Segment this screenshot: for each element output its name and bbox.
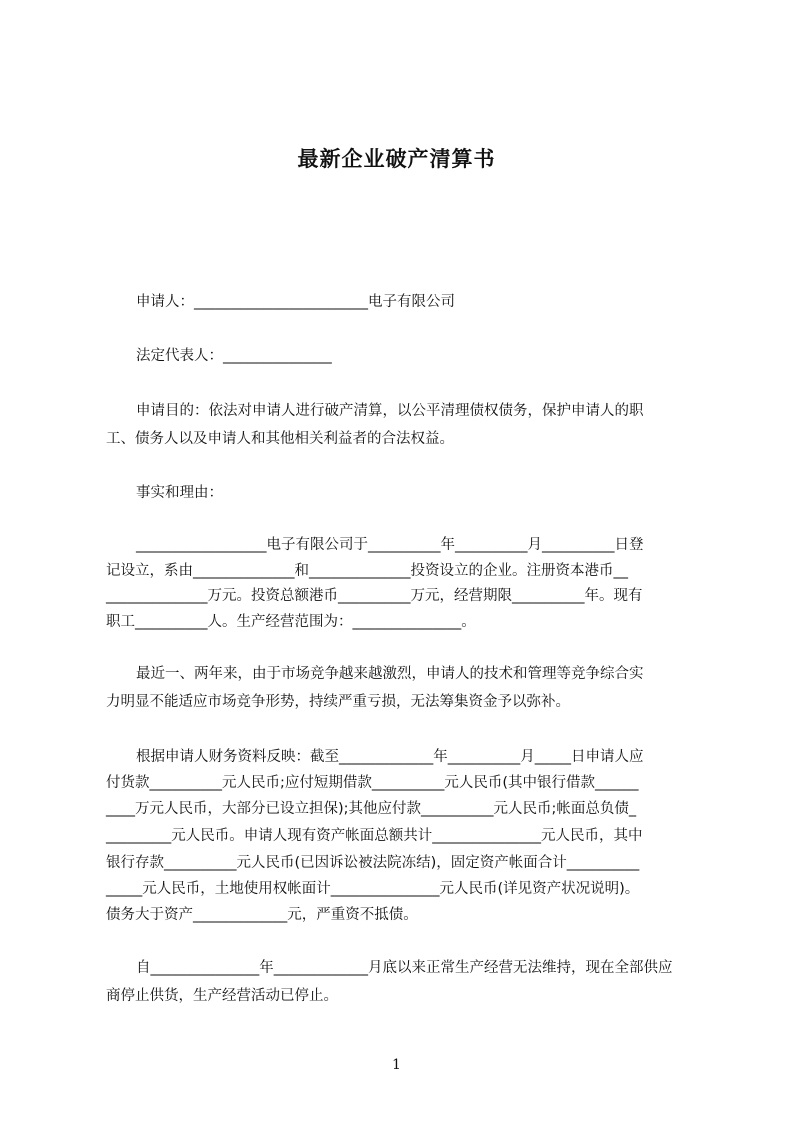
purpose-line-1: 申请目的：依法对申请人进行破产清算，以公平清理债权债务，保护申请人的职	[136, 403, 644, 419]
applicant-line: 申请人：________________________电子有限公司	[136, 294, 455, 310]
para3-line-7: 债务大于资产_____________元，严重资不抵债。	[106, 907, 418, 923]
purpose-line-2: 工、债务人以及申请人和其他相关利益者的合法权益。	[106, 431, 454, 447]
page-number: 1	[392, 1057, 401, 1073]
facts-heading: 事实和理由：	[136, 485, 223, 501]
legal-representative-line: 法定代表人：_______________	[136, 348, 332, 364]
para3-line-6: _____元人民币，土地使用权帐面计_______________元人民币(详见资产状况说明)。	[106, 881, 640, 897]
para1-line-1: __________________电子有限公司于__________年__________月__________日登	[136, 537, 644, 553]
para4-line-1: 自_______________年_____________月底以来正常生产经营无法维持，现在全部供应	[136, 960, 673, 976]
para3-line-4: _________元人民币。申请人现有资产帐面总额共计_______________元人民币，其中	[106, 828, 643, 844]
para2-line-2: 力明显不能适应市场竞争形势，持续严重亏损，无法筹集资金予以弥补。	[106, 694, 570, 710]
para4-line-2: 商停止供货，生产经营活动已停止。	[106, 988, 338, 1004]
para3-line-3: ____万元人民币，大部分已设立担保);其他应付款__________元人民币;帐面总负债_	[106, 801, 637, 817]
para3-line-2: 付货款__________元人民币;应付短期借款__________元人民币(其中银行借款______	[106, 775, 639, 791]
para3-line-5: 银行存款__________元人民币(已因诉讼被法院冻结)，固定资产帐面合计__________	[106, 855, 640, 871]
para1-line-3: ______________万元。投资总额港币__________万元，经营期限__________年。现有	[106, 588, 643, 604]
para2-line-1: 最近一、两年来，由于市场竞争越来越激烈，申请人的技术和管理等竞争综合实	[136, 666, 644, 682]
para3-line-1: 根据申请人财务资料反映：截至_____________年__________月_____日申请人应	[136, 749, 644, 765]
document-title: 最新企业破产清算书	[297, 147, 496, 171]
para1-line-4: 职工__________人。生产经营范围为：_______________。	[106, 614, 476, 630]
para1-line-2: 记设立，系由______________和______________投资设立的企业。注册资本港币__	[106, 563, 628, 579]
